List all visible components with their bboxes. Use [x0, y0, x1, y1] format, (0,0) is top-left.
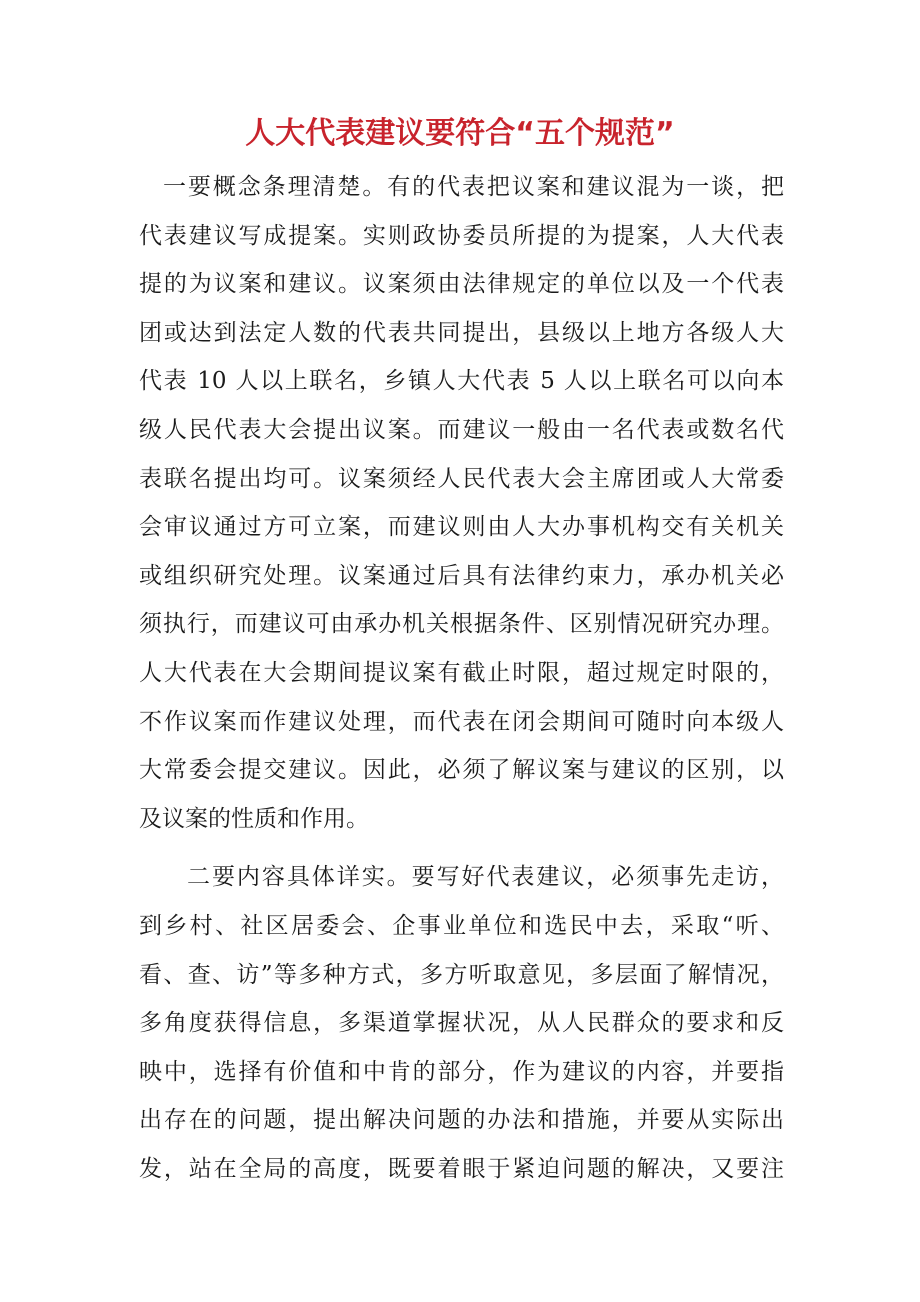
document-body [139, 163, 784, 1193]
paragraph-line: 代表 10 人以上联名，乡镇人大代表 5 人以上联名可以向本 [139, 368, 784, 395]
paragraph-line: 出存在的问题，提出解决问题的办法和措施，并要从实际出 [139, 1107, 784, 1134]
paragraph-line: 看、查、访”等多种方式，多方听取意见，多层面了解情况， [139, 961, 784, 988]
paragraph-line: 发，站在全局的高度，既要着眼于紧迫问题的解决，又要注 [139, 1155, 784, 1182]
paragraph-line: 大常委会提交建议。因此，必须了解议案与建议的区别，以 [139, 757, 784, 784]
paragraph-line: 或组织研究处理。议案通过后具有法律约束力，承办机关必 [139, 562, 784, 589]
paragraph-line: 多角度获得信息，多渠道掌握状况，从人民群众的要求和反 [139, 1010, 784, 1037]
document-title: 人大代表建议要符合“五个规范” [245, 116, 675, 151]
paragraph-line: 映中，选择有价值和中肯的部分，作为建议的内容，并要指 [139, 1058, 784, 1085]
paragraph-line: 代表建议写成提案。实则政协委员所提的为提案，人大代表 [139, 222, 784, 249]
paragraph-line: 须执行，而建议可由承办机关根据条件、区别情况研究办理。 [139, 611, 784, 638]
paragraph-2 [139, 853, 784, 1193]
paragraph-line: 二要内容具体详实。要写好代表建议，必须事先走访， [187, 864, 784, 891]
paragraph-line: 不作议案而作建议处理，而代表在闭会期间可随时向本级人 [139, 708, 784, 735]
paragraph-line: 团或达到法定人数的代表共同提出，县级以上地方各级人大 [139, 319, 784, 346]
paragraph-line: 到乡村、社区居委会、企事业单位和选民中去，采取“听、 [139, 912, 784, 939]
paragraph-line: 一要概念条理清楚。有的代表把议案和建议混为一谈，把 [163, 174, 784, 200]
paragraph-line: 表联名提出均可。议案须经人民代表大会主席团或人大常委 [139, 465, 784, 492]
paragraph-1 [139, 163, 784, 843]
paragraph-gap [139, 843, 784, 853]
paragraph-line: 人大代表在大会期间提议案有截止时限，超过规定时限的， [139, 659, 784, 686]
paragraph-line: 提的为议案和建议。议案须由法律规定的单位以及一个代表 [139, 271, 784, 298]
paragraph-line: 及议案的性质和作用。 [139, 805, 369, 832]
paragraph-line: 级人民代表大会提出议案。而建议一般由一名代表或数名代 [139, 416, 784, 443]
paragraph-line: 会审议通过方可立案，而建议则由人大办事机构交有关机关 [139, 514, 784, 541]
